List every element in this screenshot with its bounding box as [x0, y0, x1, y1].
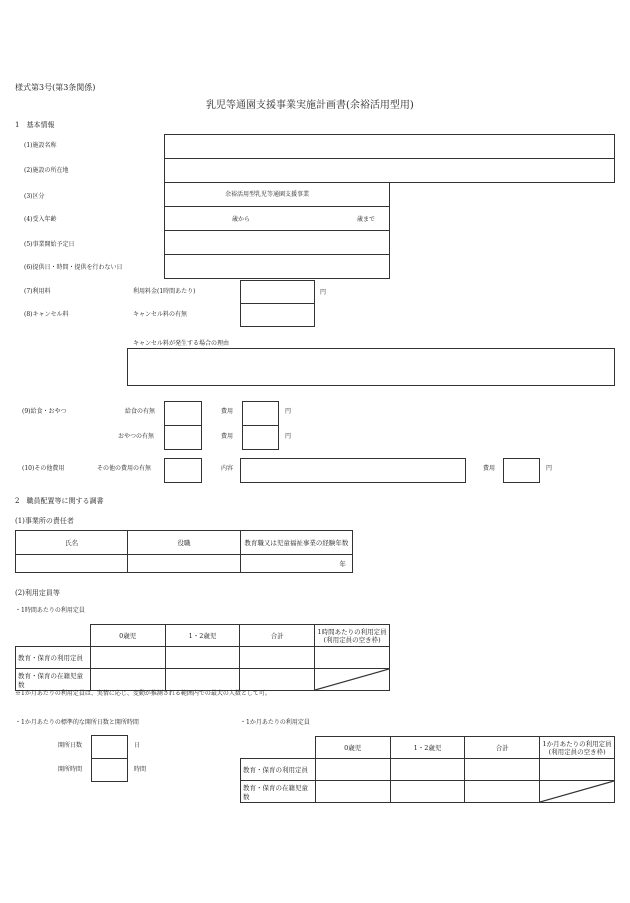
monthly-cell[interactable]: [390, 759, 465, 781]
hourly-cell[interactable]: [90, 647, 165, 669]
section2-heading: 2 職員配置等に関する調書: [15, 497, 104, 505]
category-field: [164, 182, 390, 207]
monthly-capacity-table: [240, 736, 615, 803]
monthly-col-0: 0歳児: [315, 737, 390, 759]
monthly-cell[interactable]: [315, 781, 390, 803]
hourly-cell[interactable]: [240, 669, 315, 691]
hourly-col-total: 合計: [240, 625, 315, 647]
year-unit: 年: [339, 560, 346, 568]
meal-sub-label: 給食の有無: [125, 408, 156, 415]
meal-field[interactable]: [164, 401, 202, 426]
other-yen: 円: [546, 465, 553, 472]
hourly-cell[interactable]: [90, 669, 165, 691]
meals-label: (9)給食・おやつ: [22, 408, 67, 415]
fee-sub-label: 利用料金(1時間あたり): [133, 288, 196, 295]
monthly-cell[interactable]: [465, 781, 540, 803]
hourly-corner: [16, 625, 91, 647]
service-days-label: (6)提供日・時間・提供を行わない日: [24, 264, 123, 271]
hourly-cell[interactable]: [165, 669, 240, 691]
facility-address-label: (2)施設の所在地: [24, 167, 69, 174]
monthly-cell[interactable]: [390, 781, 465, 803]
monthly-cell[interactable]: [540, 759, 615, 781]
fee-yen: 円: [320, 289, 327, 296]
page-title: 乳児等通園支援事業実施計画書(余裕活用型用): [206, 100, 414, 111]
manager-title-cell[interactable]: [128, 555, 240, 573]
manager-col-title: 役職: [128, 531, 240, 555]
snack-field[interactable]: [164, 425, 202, 450]
other-sub-label: その他の費用の有無: [97, 465, 152, 472]
monthly-title: ・1か月あたりの利用定員: [240, 719, 310, 726]
category-value: 余裕活用型乳児等通園支援事業: [225, 191, 310, 198]
hourly-cell[interactable]: [240, 647, 315, 669]
diagonal-line: [315, 669, 389, 690]
monthly-cell[interactable]: [465, 759, 540, 781]
capacity-heading: (2)利用定員等: [15, 589, 60, 597]
cancel-label: (8)キャンセル料: [24, 311, 69, 318]
manager-col-exp: 教育職又は児童福祉事業の経験年数: [240, 531, 352, 555]
start-date-label: (5)事業開始予定日: [24, 241, 75, 248]
monthly-corner: [241, 737, 316, 759]
other-field[interactable]: [164, 458, 202, 483]
other-cost-label: 費用: [483, 465, 496, 472]
monthly-diagonal-cell: [540, 781, 615, 803]
other-content-field[interactable]: [240, 458, 466, 483]
open-days-field[interactable]: [91, 735, 128, 759]
open-hours-label: 開所時間: [58, 766, 83, 773]
manager-col-name: 氏名: [16, 531, 128, 555]
manager-name-cell[interactable]: [16, 555, 128, 573]
age-from: 歳から: [232, 216, 251, 223]
hourly-col-0: 0歳児: [90, 625, 165, 647]
snack-yen: 円: [285, 433, 292, 440]
age-field[interactable]: [164, 206, 390, 231]
age-to: 歳まで: [357, 216, 376, 223]
fee-field[interactable]: [240, 280, 315, 304]
hourly-diagonal-cell: [315, 669, 390, 691]
other-cost-field[interactable]: [503, 458, 540, 483]
hourly-cell[interactable]: [165, 647, 240, 669]
manager-exp-cell[interactable]: [240, 555, 352, 573]
monthly-row-capacity: 教育・保育の利用定員: [241, 759, 316, 781]
hourly-title: ・1時間あたりの利用定員: [15, 607, 85, 614]
hourly-capacity-table: [15, 624, 390, 691]
cancel-reason-field[interactable]: [127, 348, 615, 386]
facility-address-field[interactable]: [164, 158, 615, 183]
category-label: (3)区分: [24, 193, 45, 200]
other-label: (10)その他費用: [22, 465, 65, 472]
meal-yen: 円: [285, 408, 292, 415]
hourly-cell[interactable]: [315, 647, 390, 669]
snack-cost-field[interactable]: [242, 425, 279, 450]
start-date-field[interactable]: [164, 230, 390, 255]
fee-label: (7)利用料: [24, 288, 51, 295]
standard-title: ・1か月あたりの標準的な開所日数と開所時間: [15, 719, 139, 726]
hourly-row-capacity: 教育・保育の利用定員: [16, 647, 91, 669]
facility-name-label: (1)施設名称: [24, 142, 57, 149]
monthly-col-12: 1・2歳児: [390, 737, 465, 759]
service-days-field[interactable]: [164, 254, 390, 279]
other-content-label: 内容: [221, 465, 234, 472]
open-hours-field[interactable]: [91, 758, 128, 782]
hourly-col-12: 1・2歳児: [165, 625, 240, 647]
cancel-field[interactable]: [240, 303, 315, 327]
manager-table: [15, 530, 353, 573]
day-unit: 日: [134, 742, 141, 749]
cancel-sub-label: キャンセル料の有無: [133, 311, 188, 318]
monthly-col-vacancy: 1か月あたりの利用定員(利用定員の空き枠): [540, 737, 615, 759]
diagonal-line: [540, 781, 614, 802]
capacity-note: ※1か月あたりの利用定員は、実情に応じ、変動が推測される範囲内での最大の人数として可。: [15, 690, 271, 697]
manager-heading: (1)事業所の責任者: [15, 517, 74, 525]
section1-heading: 1 基本情報: [15, 121, 55, 129]
hour-unit: 時間: [134, 766, 147, 773]
monthly-col-total: 合計: [465, 737, 540, 759]
age-label: (4)受入年齢: [24, 216, 57, 223]
snack-cost-label: 費用: [221, 433, 234, 440]
snack-sub-label: おやつの有無: [118, 433, 155, 440]
open-days-label: 開所日数: [58, 742, 83, 749]
hourly-row-enrolled: 教育・保育の在籍児童数: [16, 669, 91, 691]
monthly-row-enrolled: 教育・保育の在籍児童数: [241, 781, 316, 803]
facility-name-field[interactable]: [164, 134, 615, 159]
meal-cost-field[interactable]: [242, 401, 279, 426]
monthly-cell[interactable]: [315, 759, 390, 781]
hourly-col-vacancy: 1時間あたりの利用定員(利用定員の空き枠): [315, 625, 390, 647]
form-id: 様式第3号(第3条関係): [15, 83, 96, 92]
meal-cost-label: 費用: [221, 408, 234, 415]
cancel-reason-label: キャンセル料が発生する場合の理由: [133, 340, 230, 347]
